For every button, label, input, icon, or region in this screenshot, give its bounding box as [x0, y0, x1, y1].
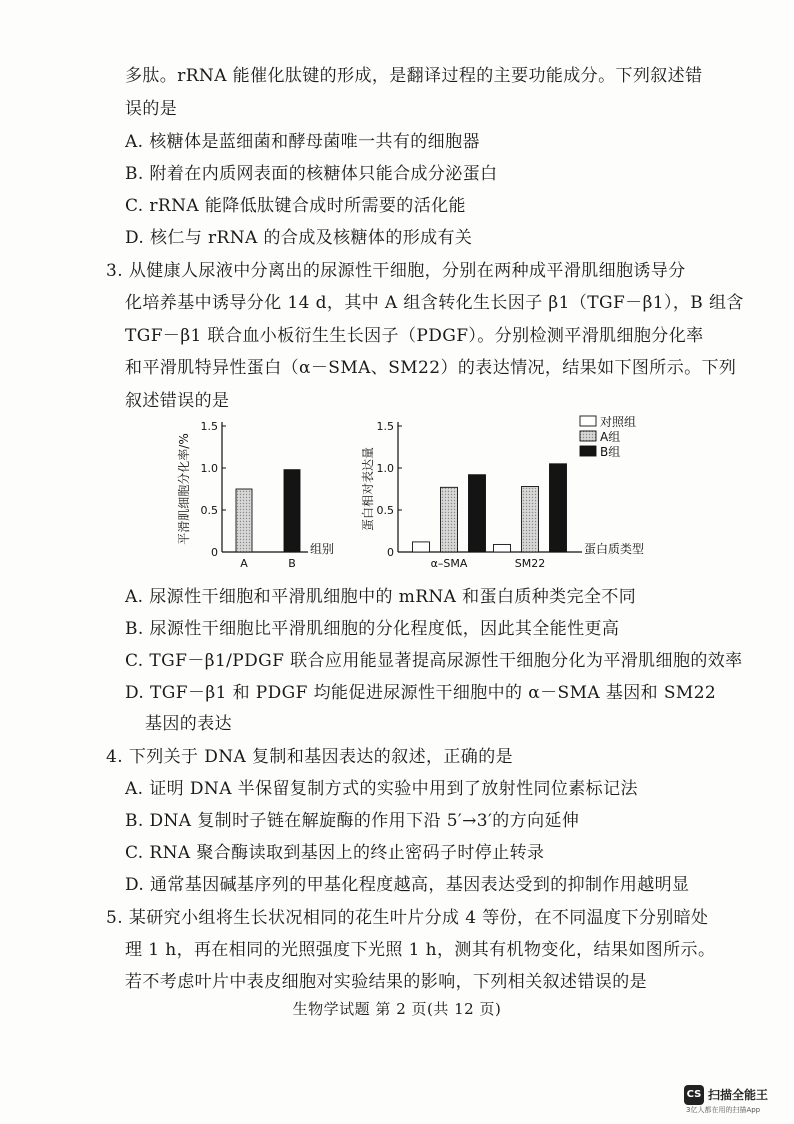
legend-label: A组 — [600, 430, 621, 444]
q2-option-d: D. 核仁与 rRNA 的合成及核糖体的形成有关 — [125, 228, 473, 248]
y-tick-label: 0 — [211, 546, 218, 559]
x-axis-label: 组别 — [310, 542, 335, 556]
legend-swatch-A组 — [580, 431, 596, 441]
legend-swatch-对照组 — [580, 416, 596, 426]
protein-expression-chart — [360, 412, 670, 570]
x-tick-label: B — [288, 557, 296, 570]
bar-A组 — [236, 489, 252, 552]
bar-B组 — [550, 464, 567, 552]
page-footer: 生物学试题 第 2 页(共 12 页) — [292, 1000, 502, 1018]
y-tick-label: 1.0 — [376, 462, 394, 475]
y-axis-label: 平滑肌细胞分化率/% — [177, 433, 191, 545]
x-tick-label: α–SMA — [430, 557, 468, 570]
y-tick-label: 1.5 — [200, 420, 218, 433]
legend-swatch-B组 — [580, 446, 596, 456]
q4-option-d: D. 通常基因碱基序列的甲基化程度越高，基因表达受到的抑制作用越明显 — [125, 875, 690, 895]
y-tick-label: 1.0 — [200, 462, 218, 475]
q4-option-a: A. 证明 DNA 半保留复制方式的实验中用到了放射性同位素标记法 — [125, 779, 638, 799]
q3-stem: 和平滑肌特异性蛋白（α－SMA、SM22）的表达情况，结果如下图所示。下列 — [125, 358, 737, 378]
q2-option-c: C. rRNA 能降低肽键合成时所需要的活化能 — [125, 196, 466, 216]
y-tick-label: 0.5 — [200, 504, 218, 517]
legend-label: 对照组 — [600, 415, 637, 429]
q5-stem: 5. 某研究小组将生长状况相同的花生叶片分成 4 等份，在不同温度下分别暗处 — [106, 908, 709, 928]
scanner-watermark — [684, 1083, 784, 1117]
y-tick-label: 0 — [387, 546, 394, 559]
q3-option-d: D. TGF－β1 和 PDGF 均能促进尿源性干细胞中的 α－SMA 基因和 SM22 — [125, 683, 717, 703]
scanner-logo-icon: CS — [684, 1085, 704, 1105]
bar-B组 — [469, 475, 486, 552]
q4-option-c: C. RNA 聚合酶读取到基因上的终止密码子时停止转录 — [125, 843, 545, 863]
q3-stem: TGF－β1 联合血小板衍生生长因子（PDGF）。分别检测平滑肌细胞分化率 — [125, 326, 704, 346]
differentiation-rate-chart — [176, 412, 356, 570]
q3-stem: 化培养基中诱导分化 14 d，其中 A 组含转化生长因子 β1（TGF－β1），B 组含 — [125, 293, 744, 313]
legend-label: B组 — [600, 445, 621, 459]
y-axis-label: 蛋白相对表达量 — [361, 446, 375, 532]
y-tick-label: 1.5 — [376, 420, 394, 433]
q5-stem: 理 1 h，再在相同的光照强度下光照 1 h，测其有机物变化，结果如图所示。 — [125, 940, 716, 960]
q3-option-a: A. 尿源性干细胞和平滑肌细胞中的 mRNA 和蛋白质种类完全不同 — [125, 587, 637, 607]
bar-A组 — [522, 486, 539, 552]
q4-stem: 4. 下列关于 DNA 复制和基因表达的叙述，正确的是 — [106, 747, 514, 767]
q3-option-c: C. TGF－β1/PDGF 联合应用能显著提高尿源性干细胞分化为平滑肌细胞的效率 — [125, 651, 743, 671]
x-tick-label: SM22 — [514, 557, 546, 570]
bar-对照组 — [494, 544, 511, 552]
x-axis-label: 蛋白质类型 — [584, 542, 645, 556]
q4-option-b: B. DNA 复制时子链在解旋酶的作用下沿 5′→3′的方向延伸 — [125, 811, 580, 831]
q5-stem: 若不考虑叶片中表皮细胞对实验结果的影响，下列相关叙述错误的是 — [125, 972, 647, 992]
y-tick-label: 0.5 — [376, 504, 394, 517]
q3-option-d: 基因的表达 — [145, 714, 232, 734]
scanner-tagline: 3亿人都在用的扫描App — [686, 1106, 761, 1114]
bar-A组 — [441, 487, 458, 552]
q2-option-a: A. 核糖体是蓝细菌和酵母菌唯一共有的细胞器 — [125, 132, 480, 152]
scanner-app-name: 扫描全能王 — [708, 1088, 769, 1102]
q3-stem: 3. 从健康人尿液中分离出的尿源性干细胞，分别在两种成平滑肌细胞诱导分 — [106, 261, 686, 281]
q3-stem: 叙述错误的是 — [125, 391, 230, 411]
q2-option-b: B. 附着在内质网表面的核糖体只能合成分泌蛋白 — [125, 164, 498, 184]
bar-B组 — [284, 470, 300, 552]
q3-option-b: B. 尿源性干细胞比平滑肌细胞的分化程度低，因此其全能性更高 — [125, 619, 620, 639]
q2-stem: 多肽。rRNA 能催化肽键的形成，是翻译过程的主要功能成分。下列叙述错 — [125, 66, 703, 86]
q2-stem: 误的是 — [125, 99, 178, 119]
x-tick-label: A — [240, 557, 248, 570]
bar-对照组 — [413, 542, 430, 552]
